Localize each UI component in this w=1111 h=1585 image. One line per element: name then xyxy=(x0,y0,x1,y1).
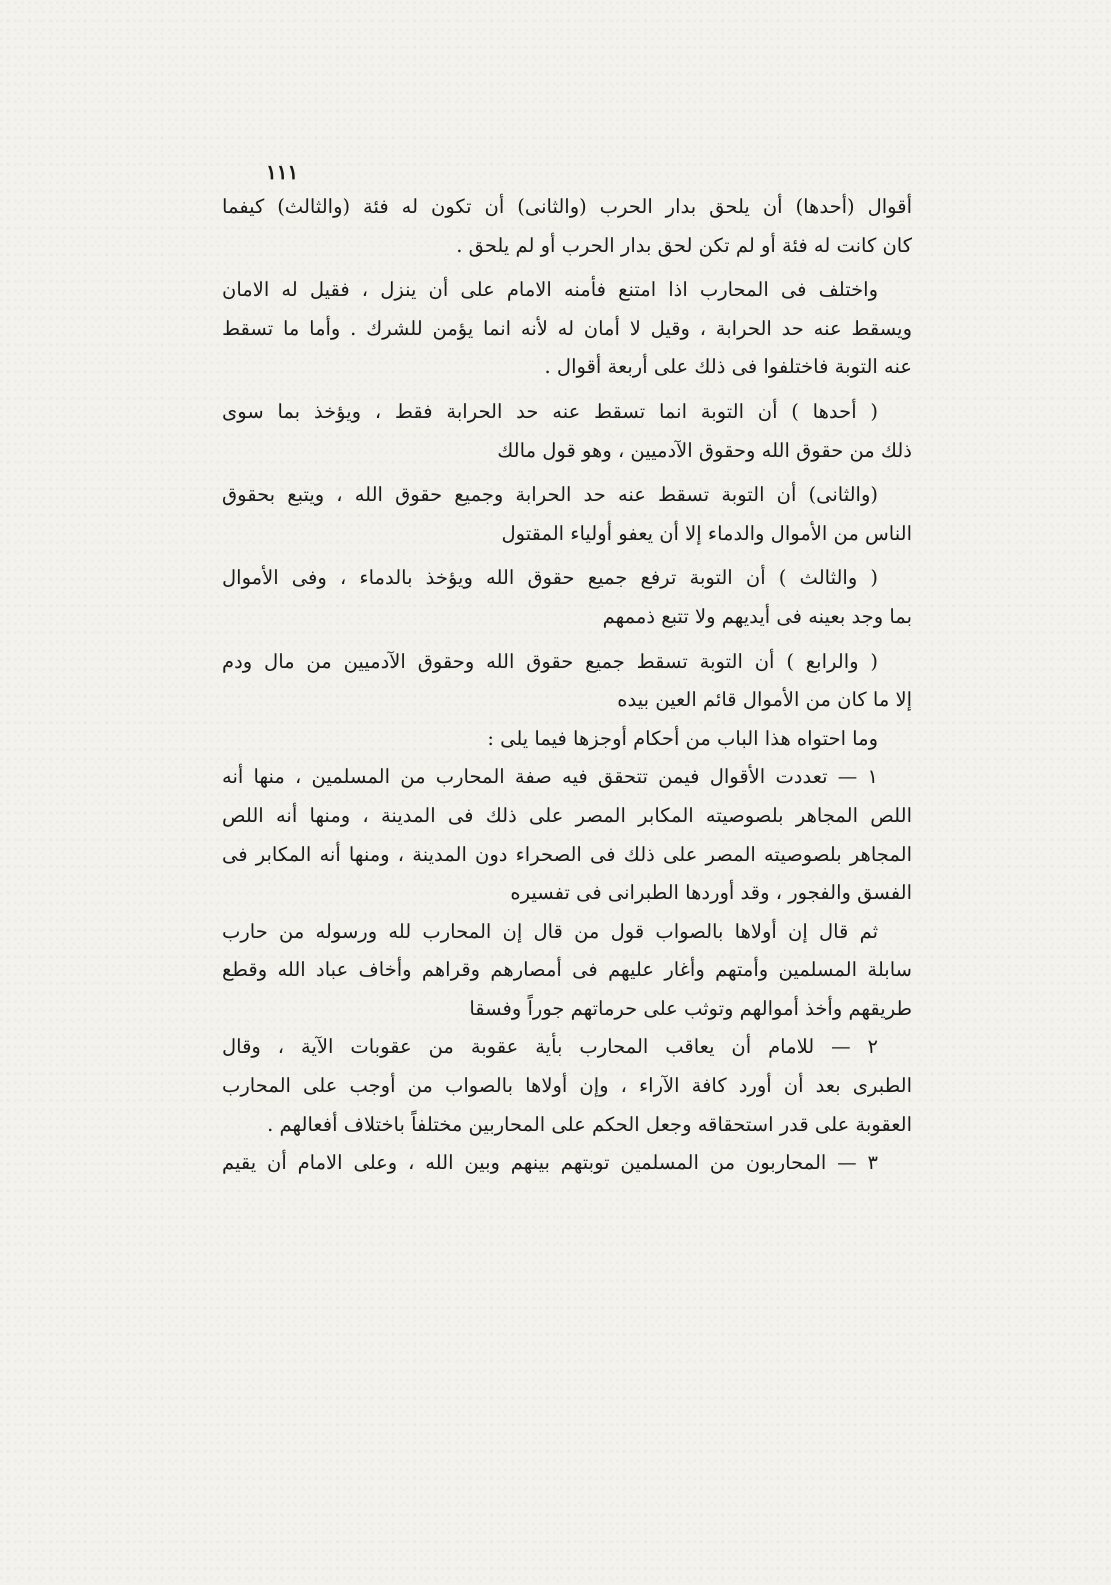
text-line: ١ — تعددت الأقوال فيمن تتحقق فيه صفة المحارب من المسلمين ، منها أنه xyxy=(222,765,878,789)
text-line: بما وجد بعينه فى أيديهم ولا تتبع ذممهم xyxy=(602,604,912,628)
text-line: (والثانى) أن التوبة تسقط عنه حد الحرابة وجميع حقوق الله ، ويتبع بحقوق xyxy=(222,483,878,507)
text-line: ( أحدها ) أن التوبة انما تسقط عنه حد الحرابة فقط ، ويؤخذ بما سوى xyxy=(222,399,878,423)
text-line: ويسقط عنه حد الحرابة ، وقيل لا أمان له لأنه انما يؤمن للشرك . وأما ما تسقط xyxy=(222,316,912,340)
text-line: سابلة المسلمين وأمتهم وأغار عليهم فى أمصارهم وقراهم وأخاف عباد الله وقطع xyxy=(222,958,912,982)
text-line: إلا ما كان من الأموال قائم العين بيده xyxy=(617,688,912,712)
text-line: كان كانت له فئة أو لم تكن لحق بدار الحرب أو لم يلحق . xyxy=(456,233,912,257)
text-line: وما احتواه هذا الباب من أحكام أوجزها فيما يلى : xyxy=(487,726,878,750)
body-text xyxy=(222,188,912,1183)
text-line: ( والرابع ) أن التوبة تسقط جميع حقوق الله وحقوق الآدميين من مال ودم xyxy=(222,649,878,673)
text-line: ثم قال إن أولاها بالصواب قول من قال إن المحارب لله ورسوله من حارب xyxy=(222,919,878,943)
text-line: طريقهم وأخذ أموالهم وتوثب على حرماتهم جوراً وفسقا xyxy=(469,996,912,1020)
text-line: الناس من الأموال والدماء إلا أن يعفو أولياء المقتول xyxy=(501,521,912,545)
text-line: اللص المجاهر بلصوصيته المكابر المصر على ذلك فى المدينة ، ومنها أنه اللص xyxy=(222,803,912,827)
text-line: عنه التوبة فاختلفوا فى ذلك على أربعة أقوال . xyxy=(544,355,912,379)
text-line: ذلك من حقوق الله وحقوق الآدميين ، وهو قول مالك xyxy=(497,438,912,462)
text-line: أقوال (أحدها) أن يلحق بدار الحرب (والثانى) أن تكون له فئة (والثالث) كيفما xyxy=(222,195,912,218)
text-line: واختلف فى المحارب اذا امتنع فأمنه الامام على أن ينزل ، فقيل له الامان xyxy=(222,278,878,302)
text-line: العقوبة على قدر استحقاقه وجعل الحكم على المحاربين مختلفاً باختلاف أفعالهم . xyxy=(267,1112,912,1136)
text-line: ٢ — للامام أن يعاقب المحارب بأية عقوبة من عقوبات الآية ، وقال xyxy=(222,1035,878,1059)
text-line: ٣ — المحاربون من المسلمين توبتهم بينهم وبين الله ، وعلى الامام أن يقيم xyxy=(222,1151,878,1175)
text-line: ( والثالث ) أن التوبة ترفع جميع حقوق الله ويؤخذ بالدماء ، وفى الأموال xyxy=(222,566,878,590)
text-line: المجاهر بلصوصيته المصر على ذلك فى الصحراء دون المدينة ، ومنها أنه المكابر فى xyxy=(222,842,912,866)
text-line: الفسق والفجور ، وقد أوردها الطبرانى فى تفسيره xyxy=(510,881,912,905)
text-line: الطبرى بعد أن أورد كافة الآراء ، وإن أولاها بالصواب من أوجب على المحارب xyxy=(222,1074,912,1098)
page-number: ١١١ xyxy=(266,160,299,184)
